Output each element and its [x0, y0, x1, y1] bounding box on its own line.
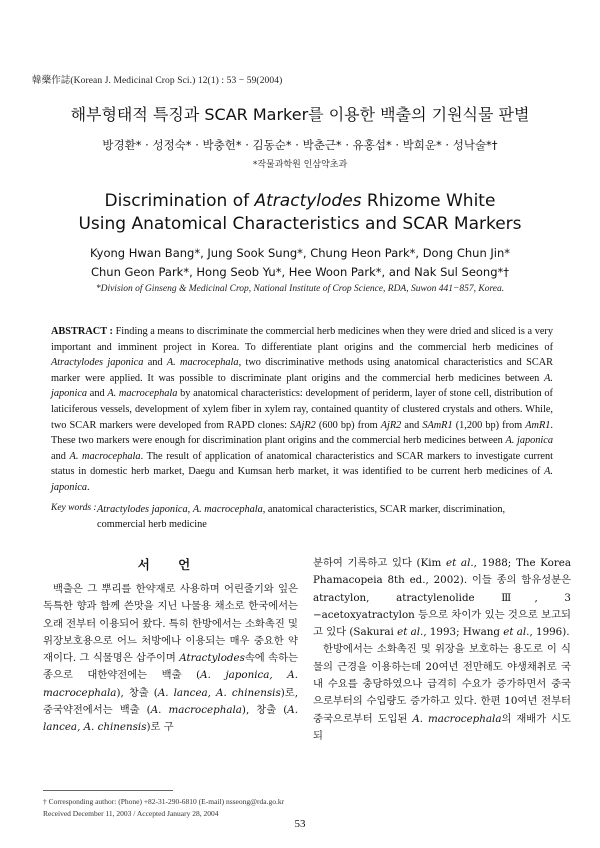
body-text: 한방에서는 소화촉진 및 위장을 보호하는 용도로 이 식물의 근경을 이용하는데 20여년 전만해도 야생채취로 국내 수요를 충당하였으나 급격히 수요가 증가하면서 중국으로부터의 수입량도 증가하고 있다. 한편 10여년 전부터 중국으로부터 도입된: [313, 643, 571, 725]
body-text: ), 창출 (: [116, 686, 158, 699]
korean-authors: 방경환* · 성정숙* · 박충헌* · 김동순* · 박춘근* · 유홍섭* · 박희운* · 성낙술*†: [102, 138, 498, 152]
authors-line: Kyong Hwan Bang*, Jung Sook Sung*, Chung Heon Park*, Dong Chun Jin*: [89, 246, 511, 260]
species-name: A. japonica: [505, 435, 553, 447]
abstract-text: (600 bp) from: [315, 419, 381, 431]
body-text: , 1996).: [529, 626, 570, 639]
abstract-text: (1,200 bp) from: [452, 419, 526, 431]
keywords-text: , anatomical characteristics, SCAR marker, discrimination, commercial herb medicine: [97, 504, 506, 530]
paragraph: [313, 555, 571, 641]
left-column: [43, 581, 298, 737]
body-text: , 1988; The Korea Phamacopeia 8th ed., 2002). 이들 종의 함유성분은 atractylon, atractylenolide Ⅲ, 3 −acetoxyatractylon 등으로 차이가 있는 것으로 보고되고 있다 (Sakurai: [313, 557, 571, 639]
body-text: , 1993; Hwang: [423, 626, 504, 639]
body-text: 속에 속하는 종으로 대한약전에는 백출 (: [43, 652, 298, 682]
species-name: A. macrocephala: [107, 388, 178, 400]
body-text: 분하여 기록하고 있다 (Kim: [313, 557, 447, 569]
abstract-text: and: [143, 357, 167, 369]
clone-name: AjR2: [380, 419, 402, 431]
abstract-text: . These two markers were enough for discrimination plant origins and the commercial herb medicines between: [51, 419, 553, 447]
title-genus: Atractylodes: [254, 191, 362, 211]
english-affiliation: *Division of Ginseng & Medicinal Crop, National Institute of Crop Science, RDA, Suwon 441−857, Korea.: [95, 284, 505, 294]
species-name: A. lancea, A. chinensis: [43, 704, 298, 734]
abstract-text: Finding a means to discriminate the commercial herb medicines when they were dried and sliced is a very important and imminent project in Korea. To differentiate plant origins and the commercial herb medicines of: [51, 326, 553, 353]
abstract-text: and: [51, 450, 70, 462]
species-name: A. macrocephala: [166, 357, 239, 369]
keywords-text: ,: [187, 504, 193, 515]
species-name: Atractylodes japonica: [51, 357, 144, 369]
paragraph: [313, 641, 571, 745]
species-name: A. macrocephala: [412, 712, 502, 725]
species-name: A. macrocephala: [192, 504, 263, 515]
clone-name: AmR1: [525, 419, 551, 431]
corresponding-author: † Corresponding author: (Phone) +82-31-290-6810 (E-mail) nsseong@rda.go.kr: [43, 797, 285, 806]
section-heading: 서 언: [137, 557, 203, 572]
species-name: A. japonica: [51, 466, 553, 493]
marker-name: SAjR2: [290, 419, 316, 431]
title-text: Discrimination of: [104, 191, 255, 211]
paragraph: [43, 581, 298, 737]
authors-line: Chun Geon Park*, Hong Seob Yu*, Hee Woon Park*, and Nak Sul Seong*†: [90, 265, 510, 279]
keywords-label: Key words :: [51, 503, 97, 513]
received-accepted: Received December 11, 2003 / Accepted January 28, 2004: [43, 808, 219, 818]
footnote: [43, 796, 284, 819]
species-name: A. macrocephala: [150, 704, 242, 717]
body-text: 의 재배가 시도되: [313, 712, 571, 742]
abstract-text: and: [87, 388, 108, 400]
abstract-text: and: [401, 419, 423, 431]
keywords: [97, 502, 537, 532]
abstract-text: , two discriminative methods using anatomical characteristics and SCAR marker were applied. It was possible to discriminate plant origins and the commercial herb medicines between: [51, 357, 553, 384]
english-title: [0, 190, 600, 236]
abstract-text: .: [87, 481, 90, 493]
species-name: A. japonica, A. macrocephala: [43, 669, 298, 699]
citation-etal: et al.: [503, 626, 530, 639]
body-text: )로, 중국약전에서는 백출 (: [43, 686, 298, 717]
abstract-text: . The result of application of anatomical characteristics and SCAR markers to investigate current status in domestic herb market, Daegu and Kumsan herb market, it was identified to be current herb medicines of: [51, 450, 553, 478]
genus-name: Atractylodes: [179, 652, 245, 665]
body-text: ), 창출 (: [241, 704, 288, 717]
korean-affiliation: *작물과학원 인삼약초과: [252, 160, 348, 170]
species-name: A. lancea, A. chinensis: [157, 686, 281, 699]
species-name: A. macrocephala: [69, 450, 141, 462]
journal-citation: 韓藥作誌(Korean J. Medicinal Crop Sci.) 12(1) : 53 − 59(2004): [32, 76, 283, 86]
body-text: )로 구: [146, 721, 174, 734]
abstract: [51, 324, 553, 496]
species-name: A. japonica: [51, 372, 553, 400]
footnote-divider: [43, 790, 173, 791]
title-text: Rhizome White: [361, 191, 496, 211]
species-name: Atractylodes japonica: [97, 504, 188, 515]
citation-etal: et al.: [446, 557, 474, 569]
korean-title: 해부형태적 특징과 SCAR Marker를 이용한 백출의 기원식물 판별: [70, 105, 530, 124]
abstract-label: ABSTRACT :: [51, 326, 113, 337]
abstract-text: by anatomical characteristics: development of periderm, layer of stone cell, distribution of laticiferous vessels, development of xylem fiber in xylem ray, contained quantity of clustered crystals and others. While, two SCAR markers were developed from RAPD clones:: [51, 388, 553, 431]
body-text: 백출은 그 뿌리를 한약재로 사용하며 어린줄기와 잎은 독특한 향과 함께 쓴맛을 지닌 나물용 채소로 한국에서는 오래 전부터 이용되어 왔다. 특히 한방에서는 소화촉진 및 위장보호용으로 어느 처방에나 이용되는 매우 중요한 약재이다. 그 식물명은 삽주이며: [43, 583, 298, 665]
page-number: 53: [294, 818, 306, 830]
citation-etal: et al.: [397, 626, 424, 639]
right-column: [313, 555, 571, 745]
marker-name: SAmR1: [422, 419, 453, 431]
english-authors: [0, 244, 600, 282]
title-text: Using Anatomical Characteristics and SCAR Markers: [78, 214, 522, 234]
